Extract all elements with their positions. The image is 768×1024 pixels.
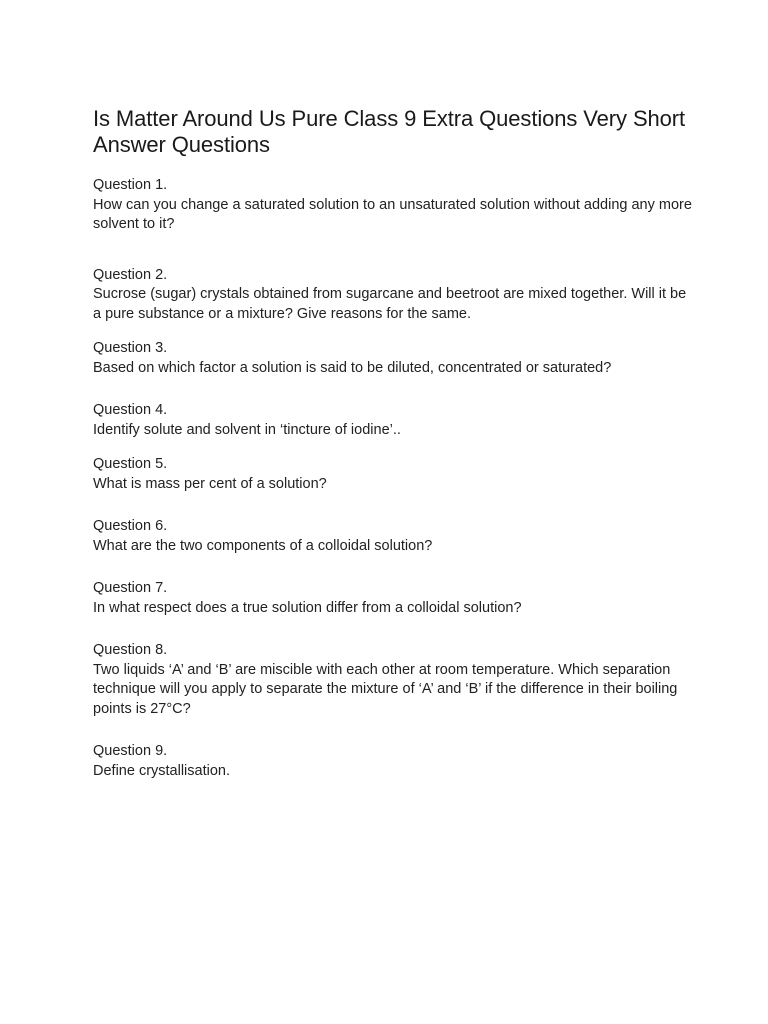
question-number: Question 9. xyxy=(93,743,168,759)
question-text: What is mass per cent of a solution? xyxy=(93,475,327,492)
question-number: Question 4. xyxy=(93,402,168,418)
question-text: How can you change a saturated solution to an unsaturated solution without adding any more solvent to it? xyxy=(93,196,692,232)
question-text: What are the two components of a colloidal solution? xyxy=(93,537,433,554)
document-title: Is Matter Around Us Pure Class 9 Extra Questions Very Short Answer Questions xyxy=(93,106,686,157)
question-item xyxy=(93,579,693,618)
question-number: Question 5. xyxy=(93,456,168,472)
question-number: Question 6. xyxy=(93,518,168,534)
question-text: Based on which factor a solution is said to be diluted, concentrated or saturated? xyxy=(93,359,612,376)
question-item xyxy=(93,742,693,781)
document-page xyxy=(93,106,693,781)
question-item xyxy=(93,455,693,494)
question-number: Question 2. xyxy=(93,266,168,283)
question-number: Question 7. xyxy=(93,580,168,596)
question-item xyxy=(93,517,693,556)
question-text: Two liquids ‘A’ and ‘B’ are miscible with each other at room temperature. Which separation technique will you apply to separate the mixture of ‘A’ and ‘B’ if the difference in their boiling points is 27°C? xyxy=(93,661,678,717)
question-text: In what respect does a true solution differ from a colloidal solution? xyxy=(93,599,522,616)
question-item xyxy=(93,401,693,440)
question-item xyxy=(93,641,693,719)
question-number: Question 3. xyxy=(93,340,168,356)
question-text: Define crystallisation. xyxy=(93,762,230,779)
question-text: Identify solute and solvent in ‘tincture of iodine’.. xyxy=(93,421,401,438)
question-item xyxy=(93,176,693,235)
question-text: Sucrose (sugar) crystals obtained from sugarcane and beetroot are mixed together. Will it be a pure substance or a mixture? Give reasons for the same. xyxy=(93,286,687,322)
question-item xyxy=(93,339,693,378)
question-number: Question 8. xyxy=(93,642,168,658)
question-number: Question 1. xyxy=(93,177,168,193)
question-item xyxy=(93,266,693,325)
